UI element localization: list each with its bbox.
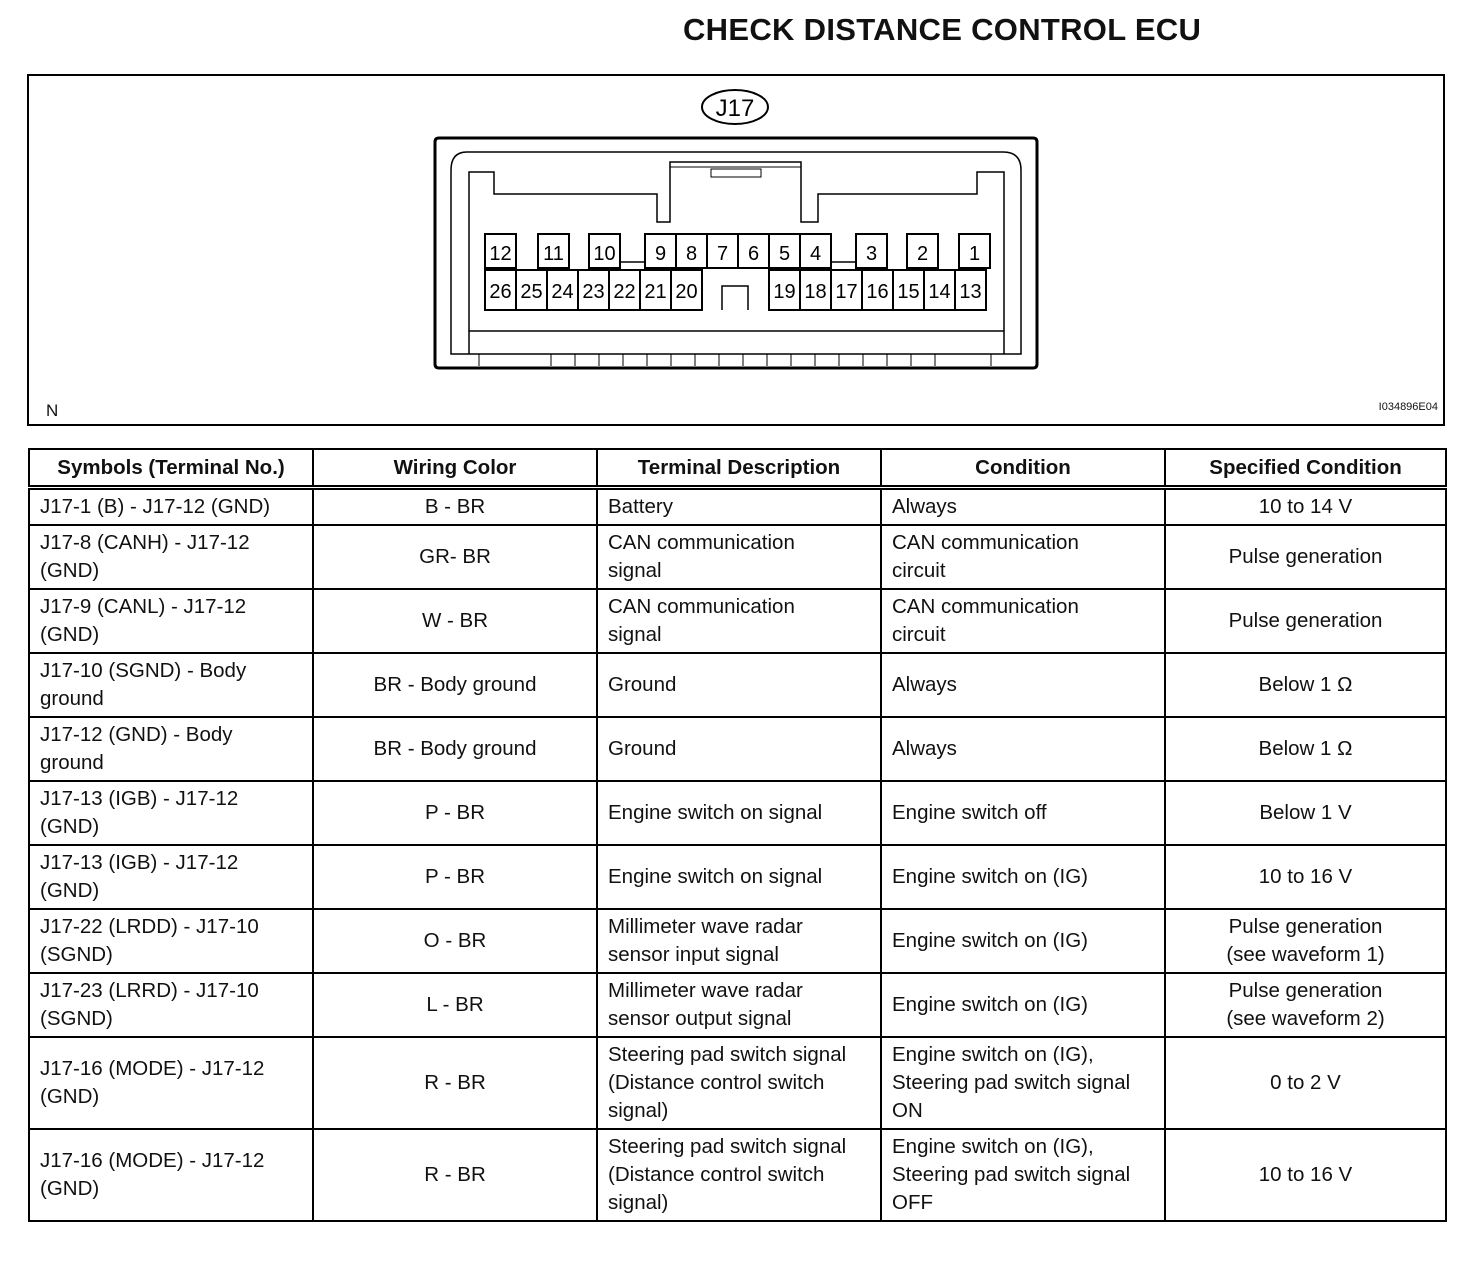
pin-number: 13: [959, 281, 982, 303]
cell-condition: Always: [881, 717, 1165, 781]
figure-corner-label: N: [46, 401, 59, 420]
pin-cell: [671, 270, 702, 310]
pin-cell: [924, 270, 955, 310]
cell-description: Ground: [597, 653, 881, 717]
pin-cell: [485, 234, 516, 268]
pin-number: 12: [489, 243, 512, 265]
pin-number: 18: [804, 281, 827, 303]
cell-condition: Engine switch on (IG), Steering pad switch signal ON: [881, 1037, 1165, 1129]
pin-cell: [738, 234, 769, 268]
pin-cell: [516, 270, 547, 310]
cell-symbol: J17-13 (IGB) - J17-12 (GND): [29, 781, 313, 845]
header-symbols: Symbols (Terminal No.): [29, 449, 313, 488]
connector-figure: [27, 74, 1445, 426]
cell-condition: CAN communication circuit: [881, 589, 1165, 653]
cell-wiring-color: L - BR: [313, 973, 597, 1037]
header-condition: Condition: [881, 449, 1165, 488]
cell-condition: Engine switch off: [881, 781, 1165, 845]
pin-number: 2: [916, 243, 929, 265]
terminal-spec-table: [28, 448, 1447, 1222]
cell-description: Engine switch on signal: [597, 845, 881, 909]
pin-cell: [769, 234, 800, 268]
cell-symbol: J17-10 (SGND) - Body ground: [29, 653, 313, 717]
table-row: [29, 488, 1446, 526]
figure-code: I034896E04: [1378, 401, 1438, 413]
cell-description: Steering pad switch signal (Distance control switch signal): [597, 1037, 881, 1129]
lower-pin-row: [485, 270, 986, 310]
cell-specified-condition: Below 1 Ω: [1165, 717, 1446, 781]
pin-cell: [959, 234, 990, 268]
table-body: [29, 488, 1446, 1222]
header-specified-condition: Specified Condition: [1165, 449, 1446, 488]
cell-specified-condition: 10 to 16 V: [1165, 1129, 1446, 1221]
cell-symbol: J17-12 (GND) - Body ground: [29, 717, 313, 781]
cell-symbol: J17-8 (CANH) - J17-12 (GND): [29, 525, 313, 589]
cell-wiring-color: B - BR: [313, 488, 597, 526]
cell-specified-condition: Pulse generation (see waveform 2): [1165, 973, 1446, 1037]
pin-number: 26: [489, 281, 512, 303]
cell-description: Millimeter wave radar sensor output signal: [597, 973, 881, 1037]
cell-specified-condition: Below 1 V: [1165, 781, 1446, 845]
page-title: CHECK DISTANCE CONTROL ECU: [683, 12, 1202, 47]
connector-label: J17: [715, 95, 755, 122]
pin-cell: [800, 270, 831, 310]
pin-cell: [769, 270, 800, 310]
pin-number: 8: [685, 243, 698, 265]
pin-number: 11: [543, 243, 564, 265]
cell-specified-condition: Pulse generation: [1165, 589, 1446, 653]
pin-number: 16: [866, 281, 889, 303]
cell-condition: Engine switch on (IG): [881, 973, 1165, 1037]
cell-symbol: J17-16 (MODE) - J17-12 (GND): [29, 1129, 313, 1221]
cell-wiring-color: GR- BR: [313, 525, 597, 589]
pin-cell: [538, 234, 569, 268]
pin-number: 20: [675, 281, 698, 303]
table-row: [29, 525, 1446, 589]
pin-number: 4: [809, 243, 822, 265]
pin-cell: [589, 234, 620, 268]
cell-specified-condition: Pulse generation (see waveform 1): [1165, 909, 1446, 973]
pin-number: 25: [520, 281, 543, 303]
cell-condition: Engine switch on (IG): [881, 845, 1165, 909]
pin-number: 23: [582, 281, 605, 303]
pin-cell: [862, 270, 893, 310]
pin-cell: [831, 270, 862, 310]
pin-cell: [955, 270, 986, 310]
pin-cell: [907, 234, 938, 268]
cell-description: Engine switch on signal: [597, 781, 881, 845]
cell-symbol: J17-9 (CANL) - J17-12 (GND): [29, 589, 313, 653]
cell-condition: Always: [881, 653, 1165, 717]
pin-cell: [893, 270, 924, 310]
pin-cell: [485, 270, 516, 310]
pin-number: 21: [644, 281, 667, 303]
table-row: [29, 973, 1446, 1037]
cell-description: Battery: [597, 488, 881, 526]
cell-wiring-color: R - BR: [313, 1129, 597, 1221]
pin-number: 5: [778, 243, 791, 265]
cell-description: Millimeter wave radar sensor input signal: [597, 909, 881, 973]
pin-number: 1: [968, 243, 981, 265]
cell-condition: Engine switch on (IG): [881, 909, 1165, 973]
pin-number: 22: [613, 281, 636, 303]
pin-cell: [707, 234, 738, 268]
cell-specified-condition: Below 1 Ω: [1165, 653, 1446, 717]
connector-diagram: [29, 76, 1443, 424]
upper-pin-row: [485, 234, 990, 268]
cell-wiring-color: O - BR: [313, 909, 597, 973]
cell-wiring-color: P - BR: [313, 781, 597, 845]
table-row: [29, 717, 1446, 781]
cell-wiring-color: W - BR: [313, 589, 597, 653]
pin-cell: [856, 234, 887, 268]
pin-number: 9: [654, 243, 667, 265]
cell-symbol: J17-13 (IGB) - J17-12 (GND): [29, 845, 313, 909]
cell-wiring-color: R - BR: [313, 1037, 597, 1129]
cell-wiring-color: BR - Body ground: [313, 717, 597, 781]
header-wiring-color: Wiring Color: [313, 449, 597, 488]
pin-number: 14: [928, 281, 951, 303]
table-row: [29, 845, 1446, 909]
cell-wiring-color: P - BR: [313, 845, 597, 909]
pin-number: 7: [716, 243, 729, 265]
cell-specified-condition: 10 to 16 V: [1165, 845, 1446, 909]
pin-number: 15: [897, 281, 920, 303]
cell-description: Ground: [597, 717, 881, 781]
pin-cell: [676, 234, 707, 268]
pin-number: 10: [593, 243, 616, 265]
cell-description: CAN communication signal: [597, 589, 881, 653]
cell-symbol: J17-16 (MODE) - J17-12 (GND): [29, 1037, 313, 1129]
pin-cell: [640, 270, 671, 310]
table-row: [29, 589, 1446, 653]
pin-cell: [547, 270, 578, 310]
pin-number: 17: [835, 281, 858, 303]
cell-wiring-color: BR - Body ground: [313, 653, 597, 717]
header-terminal-description: Terminal Description: [597, 449, 881, 488]
table-row: [29, 1129, 1446, 1221]
table-row: [29, 653, 1446, 717]
pin-number: 24: [551, 281, 574, 303]
pin-cell: [645, 234, 676, 268]
cell-specified-condition: 10 to 14 V: [1165, 488, 1446, 526]
pin-cell: [578, 270, 609, 310]
cell-symbol: J17-23 (LRRD) - J17-10 (SGND): [29, 973, 313, 1037]
cell-condition: Always: [881, 488, 1165, 526]
table-row: [29, 1037, 1446, 1129]
table-row: [29, 909, 1446, 973]
pin-number: 3: [865, 243, 878, 265]
cell-description: Steering pad switch signal (Distance control switch signal): [597, 1129, 881, 1221]
cell-symbol: J17-22 (LRDD) - J17-10 (SGND): [29, 909, 313, 973]
pin-number: 19: [773, 281, 796, 303]
pin-number: 6: [747, 243, 760, 265]
cell-specified-condition: Pulse generation: [1165, 525, 1446, 589]
cell-condition: CAN communication circuit: [881, 525, 1165, 589]
cell-specified-condition: 0 to 2 V: [1165, 1037, 1446, 1129]
pin-cell: [800, 234, 831, 268]
cell-condition: Engine switch on (IG), Steering pad switch signal OFF: [881, 1129, 1165, 1221]
table-header-row: [29, 449, 1446, 488]
pin-cell: [609, 270, 640, 310]
cell-symbol: J17-1 (B) - J17-12 (GND): [29, 488, 313, 526]
cell-description: CAN communication signal: [597, 525, 881, 589]
table-row: [29, 781, 1446, 845]
